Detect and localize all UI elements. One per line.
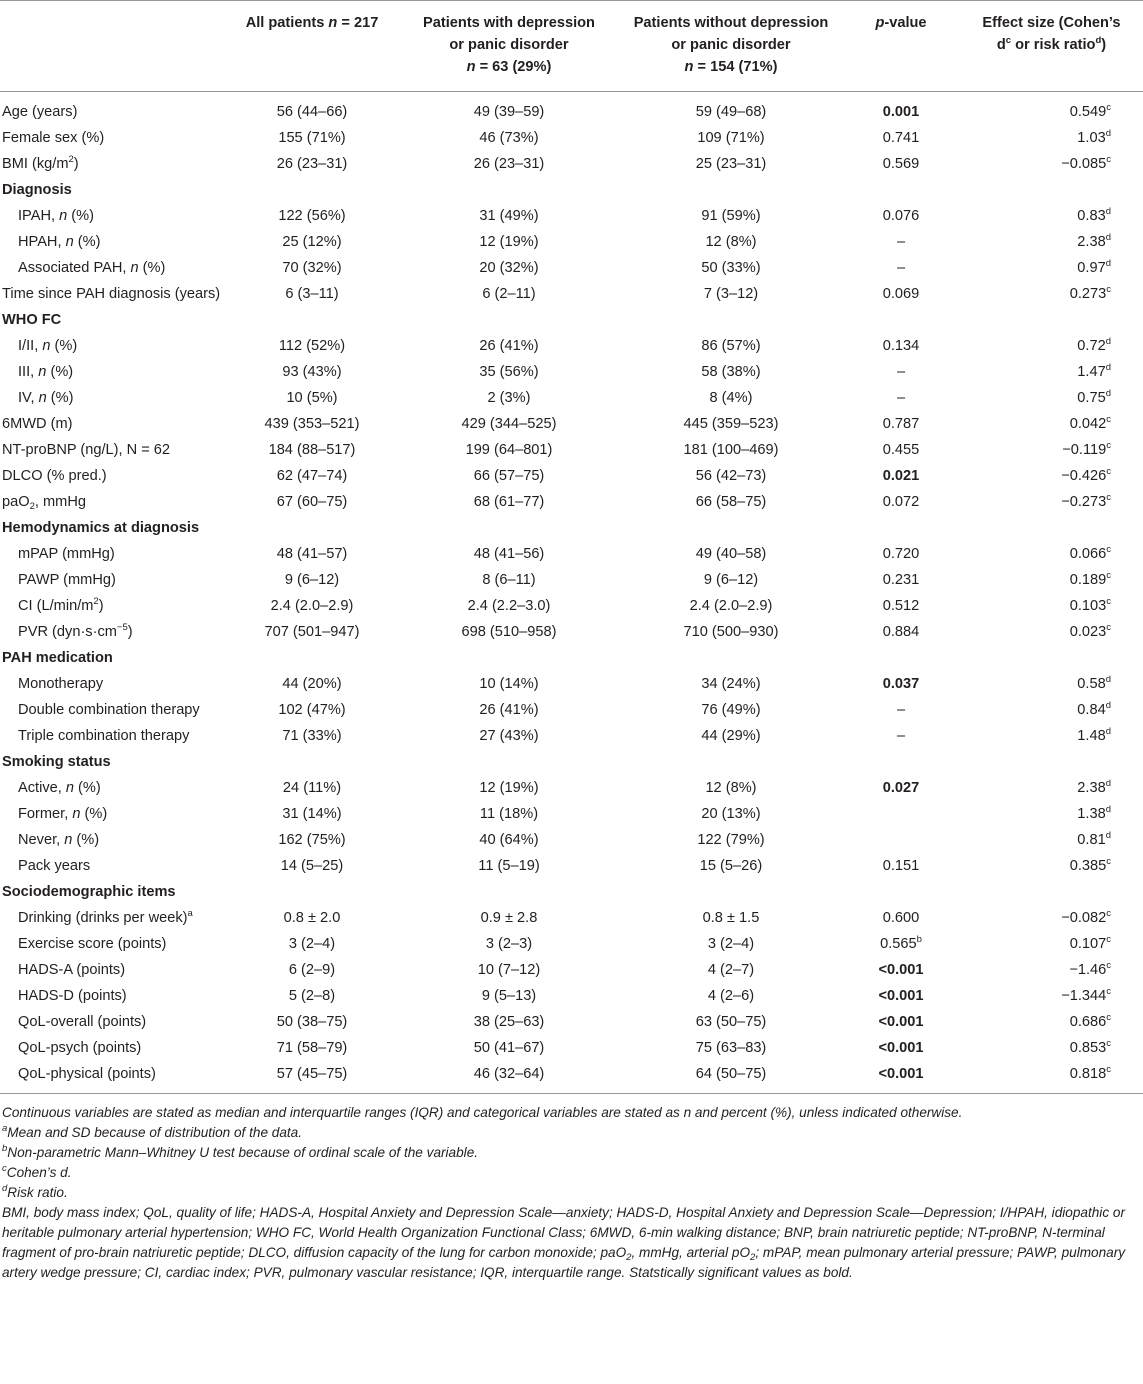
cell-all-patients: 162 (75%)	[278, 832, 346, 848]
cell-p-value: <0.001	[878, 962, 924, 978]
cell-all-patients: 155 (71%)	[278, 130, 346, 146]
table-row	[0, 1010, 1143, 1036]
cell-all-patients: 56 (44–66)	[276, 104, 348, 120]
cell-p-value: 0.600	[882, 910, 920, 926]
row-label: BMI $(kg/m^2)$	[2, 154, 79, 172]
row-label: Triple combination therapy	[18, 728, 190, 744]
cell-all-patients: 707 (501–947)	[264, 624, 360, 640]
cell-effect-size: −1.46$^c$	[1069, 960, 1111, 978]
table-row	[0, 932, 1143, 958]
cell-effect-size: 0.103$^c$	[1069, 596, 1111, 614]
cell-without-depression: 76 (49%)	[701, 702, 761, 718]
section-heading: WHO FC	[2, 312, 62, 328]
section-heading: Diagnosis	[2, 182, 72, 198]
cell-p-value: –	[896, 728, 906, 744]
table-row	[0, 594, 1143, 620]
row-label: I/II, n (%)	[18, 338, 78, 354]
cell-with-depression: 12 (19%)	[479, 780, 539, 796]
row-label: QoL-overall (points)	[18, 1014, 147, 1030]
cell-with-depression: 20 (32%)	[479, 260, 539, 276]
table-row	[0, 204, 1143, 230]
footnote-b: $^b$Non-parametric Mann–Whitney U test because of ordinal scale of the variable.	[2, 1143, 479, 1160]
cell-effect-size: −0.119$^c$	[1062, 440, 1111, 458]
table-row	[0, 490, 1143, 516]
cell-with-depression: 40 (64%)	[479, 832, 539, 848]
footnote-c: $^c$Cohen’s d.	[2, 1163, 72, 1180]
cell-with-depression: 3 (2–3)	[485, 936, 533, 952]
cell-effect-size: 0.75$^d$	[1077, 388, 1111, 406]
cell-p-value: 0.455	[882, 442, 920, 458]
cell-with-depression: 199 (64–801)	[465, 442, 553, 458]
section-row	[0, 178, 1143, 204]
cell-with-depression: 48 (41–56)	[473, 546, 545, 562]
table-row	[0, 776, 1143, 802]
table-row	[0, 906, 1143, 932]
table-row	[0, 542, 1143, 568]
cell-p-value: 0.884	[882, 624, 920, 640]
cell-without-depression: 49 (40–58)	[695, 546, 767, 562]
cell-p-value: –	[896, 260, 906, 276]
section-row	[0, 880, 1143, 906]
cell-all-patients: 0.8 ± 2.0	[283, 910, 341, 926]
cell-effect-size: 0.83$^d$	[1077, 206, 1111, 224]
table-header	[0, 1, 1143, 92]
cell-effect-size: 0.023$^c$	[1069, 622, 1111, 640]
cell-all-patients: 184 (88–517)	[268, 442, 356, 458]
cell-p-value: 0.151	[882, 858, 920, 874]
table-row	[0, 412, 1143, 438]
cell-with-depression: 11 (5–19)	[478, 858, 540, 874]
cell-all-patients: 112 (52%)	[278, 338, 346, 354]
row-label: CI $(L/\min/m^2)$	[18, 596, 104, 614]
cell-without-depression: 2.4 (2.0–2.9)	[689, 598, 773, 614]
cell-all-patients: 71 (58–79)	[276, 1040, 348, 1056]
cell-effect-size: 0.189$^c$	[1069, 570, 1111, 588]
cell-p-value: 0.037	[882, 676, 920, 692]
cell-without-depression: 91 (59%)	[701, 208, 761, 224]
table-row	[0, 464, 1143, 490]
cell-p-value: –	[896, 390, 906, 406]
table-row	[0, 256, 1143, 282]
cell-with-depression: 26 (41%)	[479, 338, 539, 354]
cell-all-patients: 25 (12%)	[282, 234, 342, 250]
section-row	[0, 308, 1143, 334]
cell-without-depression: 58 (38%)	[701, 364, 761, 380]
cell-p-value: 0.231	[882, 572, 920, 588]
table-row	[0, 230, 1143, 256]
cell-all-patients: 44 (20%)	[282, 676, 342, 692]
cell-with-depression: 50 (41–67)	[473, 1040, 545, 1056]
cell-without-depression: 50 (33%)	[701, 260, 761, 276]
header-all-patients: All patients n = 217	[245, 15, 379, 31]
row-label: III, n (%)	[18, 364, 74, 380]
row-label: PVR $(dyn\cdot s\cdot cm^{-5})$	[18, 622, 133, 640]
row-label: Associated PAH, n (%)	[18, 260, 166, 276]
footnote-a: $^a$Mean and SD because of distribution of the data.	[2, 1123, 303, 1140]
row-label: Never, n (%)	[18, 832, 100, 848]
cell-without-depression: 9 (6–12)	[703, 572, 759, 588]
cell-p-value: 0.720	[882, 546, 920, 562]
row-label: Active, n (%)	[18, 780, 101, 796]
row-label: PAWP (mmHg)	[18, 572, 116, 588]
table-row	[0, 854, 1143, 880]
cell-with-depression: 0.9 ± 2.8	[480, 910, 538, 926]
cell-with-depression: 46 (73%)	[479, 130, 539, 146]
cell-effect-size: 0.97$^d$	[1077, 258, 1111, 276]
table-row	[0, 1036, 1143, 1062]
cell-without-depression: 8 (4%)	[709, 390, 753, 406]
header-with-depression: Patients with depression or panic disorder n = 63 (29%)	[423, 15, 595, 75]
cell-without-depression: 4 (2–7)	[707, 962, 755, 978]
cell-with-depression: 38 (25–63)	[473, 1014, 545, 1030]
table-row	[0, 438, 1143, 464]
cell-without-depression: 12 (8%)	[705, 234, 757, 250]
row-label: Exercise score (points)	[18, 936, 167, 952]
cell-all-patients: 6 (2–9)	[288, 962, 336, 978]
row-label: Pack years	[18, 858, 91, 874]
section-heading: Smoking status	[2, 754, 111, 770]
row-label: 6MWD (m)	[2, 416, 73, 432]
table-footnotes	[0, 1094, 1143, 1283]
cell-with-depression: 11 (18%)	[479, 806, 539, 822]
cell-all-patients: 31 (14%)	[282, 806, 342, 822]
footnote-abbreviations: BMI, body mass index; QoL, quality of life; HADS-A, Hospital Anxiety and Depression Scale—anxiety; HADS-D, Hospital Anxiety and Depression Scale—Depression; I/HPAH, idiopathic or heritable pulmonary arterial hypertension; WHO FC, World Health Organization Functional Class; 6MWD, 6-min walking distance; BNP, brain natriuretic peptide; NT-proBNP, N-terminal fragment of pro-brain natriuretic peptide; DLCO, diffusion capacity of the lung for carbon monoxide; paO$_2$, mmHg, arterial $pO_2$; mPAP, mean pulmonary arterial pressure; PAWP, pulmonary artery wedge pressure; CI, cardiac index; PVR, pulmonary vascular resistance; IQR, interquartile range. Statstically significant values as bold.	[2, 1205, 1126, 1280]
table-body	[0, 92, 1143, 1094]
cell-all-patients: 67 (60–75)	[276, 494, 348, 510]
cell-p-value: <0.001	[878, 1014, 924, 1030]
cell-effect-size: 0.549$^c$	[1069, 102, 1111, 120]
cell-with-depression: 2 (3%)	[487, 390, 531, 406]
table-row	[0, 698, 1143, 724]
row-label: Former, n (%)	[18, 806, 108, 822]
cell-all-patients: 2.4 (2.0–2.9)	[270, 598, 354, 614]
cell-with-depression: 68 (61–77)	[473, 494, 545, 510]
cell-effect-size: 2.38$^d$	[1077, 778, 1111, 796]
cell-with-depression: 698 (510–958)	[461, 624, 557, 640]
cell-all-patients: 122 (56%)	[278, 208, 346, 224]
row-label: Double combination therapy	[18, 702, 200, 718]
table-row	[0, 282, 1143, 308]
cell-effect-size: 2.38$^d$	[1077, 232, 1111, 250]
cell-p-value: <0.001	[878, 1066, 924, 1082]
section-heading: PAH medication	[2, 650, 113, 666]
header-effect-size: Effect size (Cohen’s $d^c$ or risk ratio$^d$)	[982, 15, 1121, 53]
cell-with-depression: 26 (41%)	[479, 702, 539, 718]
table-row	[0, 620, 1143, 646]
cell-p-value: 0.076	[882, 208, 920, 224]
cell-with-depression: 12 (19%)	[479, 234, 539, 250]
cell-all-patients: 24 (11%)	[282, 780, 342, 796]
cell-effect-size: 0.273$^c$	[1069, 284, 1111, 302]
cell-without-depression: 0.8 ± 1.5	[702, 910, 760, 926]
cell-without-depression: 15 (5–26)	[699, 858, 763, 874]
cell-without-depression: 44 (29%)	[701, 728, 761, 744]
cell-p-value: 0.134	[882, 338, 920, 354]
row-label: HADS-D (points)	[18, 988, 127, 1004]
cell-all-patients: 57 (45–75)	[276, 1066, 348, 1082]
cell-without-depression: 12 (8%)	[705, 780, 757, 796]
row-label: DLCO (% pred.)	[2, 468, 107, 484]
row-label: Female sex (%)	[2, 130, 105, 146]
cell-without-depression: 59 (49–68)	[695, 104, 767, 120]
cell-with-depression: 49 (39–59)	[473, 104, 545, 120]
cell-effect-size: −0.273$^c$	[1061, 492, 1111, 510]
cell-p-value: 0.021	[882, 468, 920, 484]
row-label: Monotherapy	[18, 676, 104, 692]
cell-with-depression: 10 (14%)	[479, 676, 539, 692]
cell-without-depression: 66 (58–75)	[695, 494, 767, 510]
section-heading: Sociodemographic items	[2, 884, 176, 900]
cell-all-patients: 102 (47%)	[278, 702, 346, 718]
cell-p-value: –	[896, 234, 906, 250]
cell-with-depression: 2.4 (2.2–3.0)	[467, 598, 551, 614]
cell-without-depression: 20 (13%)	[701, 806, 761, 822]
cell-all-patients: 62 (47–74)	[276, 468, 348, 484]
cell-all-patients: 6 (3–11)	[285, 286, 339, 302]
cell-p-value: 0.069	[882, 286, 920, 302]
cell-p-value: 0.741	[882, 130, 920, 146]
section-row	[0, 516, 1143, 542]
row-label: NT-proBNP (ng/L), N = 62	[2, 442, 171, 458]
cell-all-patients: 14 (5–25)	[280, 858, 344, 874]
table-row	[0, 152, 1143, 178]
cell-p-value: 0.569	[882, 156, 920, 172]
cell-effect-size: −0.426$^c$	[1061, 466, 1111, 484]
cell-p-value: 0.512	[882, 598, 920, 614]
table-row	[0, 802, 1143, 828]
section-heading: Hemodynamics at diagnosis	[2, 520, 200, 536]
cell-with-depression: 10 (7–12)	[477, 962, 541, 978]
cell-p-value: 0.072	[882, 494, 920, 510]
footnote-main: Continuous variables are stated as median and interquartile ranges (IQR) and categorical variables are stated as n and percent (%), unless indicated otherwise.	[2, 1105, 963, 1120]
cell-effect-size: −0.082$^c$	[1061, 908, 1111, 926]
row-label: QoL-physical (points)	[18, 1066, 156, 1082]
cell-p-value	[842, 802, 960, 828]
cell-p-value: 0.565$^b$	[880, 934, 922, 952]
row-label: HPAH, n (%)	[18, 234, 101, 250]
row-label: mPAP (mmHg)	[18, 546, 115, 562]
table-row	[0, 958, 1143, 984]
table-row	[0, 360, 1143, 386]
cell-with-depression: 429 (344–525)	[461, 416, 557, 432]
header-variable	[0, 1, 226, 92]
cell-without-depression: 445 (359–523)	[683, 416, 779, 432]
row-label: IPAH, n (%)	[18, 208, 94, 224]
cell-with-depression: 27 (43%)	[479, 728, 539, 744]
cell-with-depression: 35 (56%)	[479, 364, 539, 380]
cell-all-patients: 5 (2–8)	[288, 988, 336, 1004]
header-p-value: p-value	[875, 15, 927, 31]
cell-all-patients: 50 (38–75)	[276, 1014, 348, 1030]
cell-effect-size: −1.344$^c$	[1061, 986, 1111, 1004]
cell-without-depression: 25 (23–31)	[695, 156, 767, 172]
cell-with-depression: 9 (5–13)	[481, 988, 537, 1004]
cell-effect-size: 1.48$^d$	[1077, 726, 1111, 744]
cell-without-depression: 3 (2–4)	[707, 936, 755, 952]
cell-effect-size: 0.72$^d$	[1077, 336, 1111, 354]
cell-effect-size: 0.853$^c$	[1069, 1038, 1111, 1056]
table-row	[0, 672, 1143, 698]
cell-effect-size: 0.818$^c$	[1069, 1064, 1111, 1082]
footnote-d: $^d$Risk ratio.	[2, 1183, 68, 1200]
cell-with-depression: 26 (23–31)	[473, 156, 545, 172]
cell-effect-size: 0.042$^c$	[1069, 414, 1111, 432]
cell-with-depression: 6 (2–11)	[482, 286, 536, 302]
cell-without-depression: 710 (500–930)	[683, 624, 779, 640]
cell-all-patients: 10 (5%)	[286, 390, 338, 406]
cell-without-depression: 63 (50–75)	[695, 1014, 767, 1030]
cell-without-depression: 122 (79%)	[697, 832, 765, 848]
table-row	[0, 92, 1143, 127]
row-label: HADS-A (points)	[18, 962, 126, 978]
table-row	[0, 126, 1143, 152]
cell-effect-size: 0.58$^d$	[1077, 674, 1111, 692]
cell-all-patients: 439 (353–521)	[264, 416, 360, 432]
section-row	[0, 646, 1143, 672]
cell-effect-size: 0.107$^c$	[1069, 934, 1111, 952]
cell-without-depression: 109 (71%)	[697, 130, 765, 146]
row-label: paO$_2$, mmHg	[2, 494, 86, 512]
table-row	[0, 1062, 1143, 1094]
cell-without-depression: 86 (57%)	[701, 338, 761, 354]
cell-effect-size: −0.085$^c$	[1061, 154, 1111, 172]
cell-all-patients: 9 (6–12)	[284, 572, 340, 588]
cell-effect-size: 1.47$^d$	[1077, 362, 1111, 380]
cell-with-depression: 66 (57–75)	[473, 468, 545, 484]
section-row	[0, 750, 1143, 776]
row-label: Drinking (drinks per week)$^a$	[18, 908, 193, 926]
header-without-depression: Patients without depression or panic disorder n = 154 (71%)	[633, 15, 829, 75]
cell-p-value: 0.787	[882, 416, 920, 432]
cell-effect-size: 0.84$^d$	[1077, 700, 1111, 718]
cell-all-patients: 93 (43%)	[282, 364, 342, 380]
row-label: Time since PAH diagnosis (years)	[2, 286, 221, 302]
table-row	[0, 724, 1143, 750]
cell-without-depression: 4 (2–6)	[707, 988, 755, 1004]
cell-effect-size: 0.385$^c$	[1069, 856, 1111, 874]
cell-with-depression: 8 (6–11)	[482, 572, 536, 588]
cell-effect-size: 0.81$^d$	[1077, 830, 1111, 848]
row-label: QoL-psych (points)	[18, 1040, 142, 1056]
table-row	[0, 386, 1143, 412]
cell-without-depression: 34 (24%)	[701, 676, 761, 692]
cell-p-value	[842, 828, 960, 854]
cell-without-depression: 56 (42–73)	[695, 468, 767, 484]
cell-p-value: 0.001	[882, 104, 920, 120]
cell-with-depression: 31 (49%)	[479, 208, 539, 224]
cell-p-value: –	[896, 702, 906, 718]
cell-all-patients: 48 (41–57)	[276, 546, 348, 562]
cell-effect-size: 1.03$^d$	[1077, 128, 1111, 146]
cell-all-patients: 3 (2–4)	[288, 936, 336, 952]
cell-p-value: <0.001	[878, 1040, 924, 1056]
table-row	[0, 568, 1143, 594]
cell-all-patients: 70 (32%)	[282, 260, 342, 276]
cell-without-depression: 75 (63–83)	[695, 1040, 767, 1056]
cell-without-depression: 181 (100–469)	[683, 442, 779, 458]
cell-p-value: 0.027	[882, 780, 920, 796]
row-label: Age (years)	[2, 104, 78, 120]
cell-p-value: <0.001	[878, 988, 924, 1004]
cell-all-patients: 71 (33%)	[282, 728, 342, 744]
row-label: IV, n (%)	[18, 390, 74, 406]
cell-with-depression: 46 (32–64)	[473, 1066, 545, 1082]
table-row	[0, 984, 1143, 1010]
cell-effect-size: 0.686$^c$	[1069, 1012, 1111, 1030]
cell-without-depression: 7 (3–12)	[703, 286, 759, 302]
cell-effect-size: 1.38$^d$	[1077, 804, 1111, 822]
cell-all-patients: 26 (23–31)	[276, 156, 348, 172]
cell-without-depression: 64 (50–75)	[695, 1066, 767, 1082]
table-row	[0, 334, 1143, 360]
cell-p-value: –	[896, 364, 906, 380]
cell-effect-size: 0.066$^c$	[1069, 544, 1111, 562]
table-row	[0, 828, 1143, 854]
